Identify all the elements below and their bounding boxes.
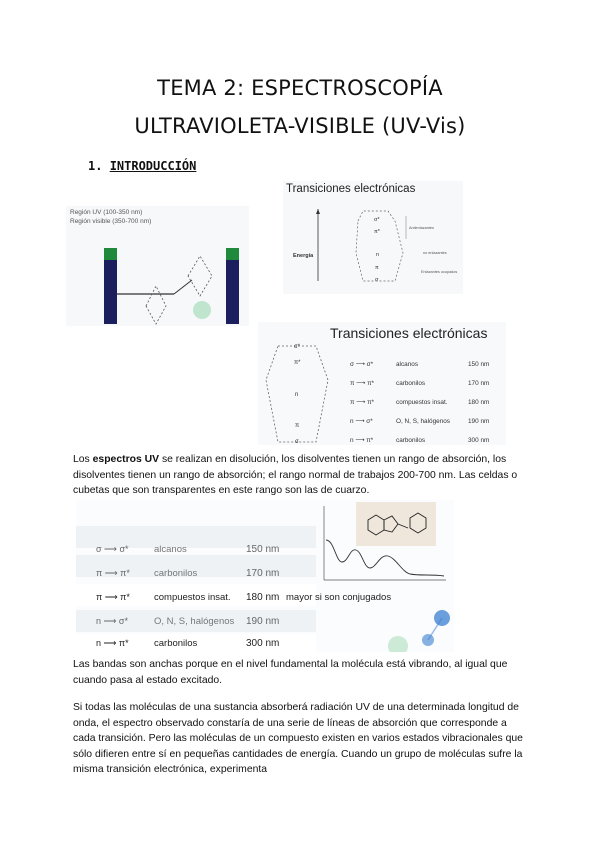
energy-axis-label: Energía	[293, 253, 314, 259]
lt-row-transition: n ⟶ σ*	[96, 616, 128, 626]
lt-row-compound: carbonilos	[154, 568, 198, 579]
lt-row-transition: π ⟶ π*	[96, 568, 130, 578]
t-row-wavelength: 150 nm	[468, 361, 490, 368]
t-row-wavelength: 170 nm	[468, 380, 490, 387]
paragraph-broad-bands: Las bandas son anchas porque en el nivel fundamental la molécula está vibrando, al igual que cuando pasa al estado excitado.	[73, 659, 508, 686]
paragraph-vibrational-states: Si todas las moléculas de una sustancia absorberá radiación UV de una determinada longitud de onda, el espectro observado constaría de una serie de líneas de absorción que corresponde a cada transición. Pero las moléculas de un compuesto existen en varios estados vibracionales que sólo difieren entre sí en pequeñas cantidades de energía. Cuando un grupo de moléculas sufre la misma transición electrónica, experimenta	[73, 702, 523, 776]
lt-row-transition: n ⟶ π*	[96, 638, 129, 648]
lt-row-compound: alcanos	[154, 544, 187, 555]
orbital-diamond-right	[188, 256, 212, 296]
lt-row-1	[96, 568, 279, 579]
lt-row-transition: σ ⟶ σ*	[96, 544, 129, 554]
transitions-table-title: Transiciones electrónicas	[330, 325, 488, 341]
lt-row-wavelength: 150 nm	[246, 544, 280, 555]
figure-large-table	[76, 500, 454, 652]
t-row-wavelength: 300 nm	[468, 437, 490, 444]
t-row-0	[350, 361, 489, 368]
left-bar-navy	[104, 260, 117, 324]
orbital-pi-star: π*	[374, 229, 380, 235]
section-heading	[88, 159, 196, 173]
t-row-wavelength: 190 nm	[468, 418, 490, 425]
uv-region-label: Región UV (100-350 nm)	[70, 209, 143, 216]
lt-row-wavelength: 170 nm	[246, 568, 280, 579]
orbital-sigma: σ	[375, 277, 379, 283]
paragraph-uv-spectra	[73, 452, 528, 499]
side-label-antibonding: Antienlazantes	[409, 226, 434, 230]
lt-row-transition: π ⟶ π*	[96, 592, 130, 602]
t-row-3	[350, 418, 489, 425]
energy-axis-arrowhead	[316, 209, 320, 214]
left-bar-green	[104, 248, 117, 260]
t-orbital-n: n	[295, 392, 299, 398]
p1-bold-term: espectros UV	[92, 454, 160, 465]
t-row-1	[350, 380, 489, 387]
figure-transitions-table	[258, 322, 506, 445]
t-row-transition: π ⟶ π*	[350, 380, 375, 387]
t-orbital-sigma: σ	[295, 439, 299, 445]
side-label-bonding: Enlazantes ocupados	[421, 270, 458, 274]
lt-row-compound: O, N, S, halógenos	[154, 616, 235, 627]
figure-transitions-small	[283, 181, 463, 294]
regions-diagram	[66, 206, 249, 326]
orbital-pi: π	[375, 265, 379, 271]
p1-rest: se realizan en disolución, los disolventes tienen un rango de absorción, los disolventes tienen un rango de absorción; el rango normal de trabajos 200-700 nm. Las celdas o cubetas que son transparentes en este rango son las de cuarzo.	[73, 454, 518, 497]
t-row-transition: n ⟶ σ*	[350, 418, 373, 425]
lt-row-note: mayor si son conjugados	[286, 592, 392, 603]
right-bar-navy	[226, 260, 239, 324]
t-row-transition: n ⟶ π*	[350, 437, 374, 444]
page-title-line1: TEMA 2: ESPECTROSCOPÍA	[157, 76, 443, 100]
t-row-compound: alcanos	[396, 361, 419, 368]
excitation-arrow	[174, 280, 192, 294]
lt-row-4	[96, 638, 279, 649]
lt-row-wavelength: 180 nm	[246, 592, 280, 603]
lt-row-compound: carbonilos	[154, 638, 198, 649]
t-row-transition: π ⟶ π*	[350, 399, 375, 406]
t-row-2	[350, 399, 489, 406]
orbital-diamond-left	[146, 286, 166, 324]
right-bar-green	[226, 248, 239, 260]
section-number: 1.	[88, 159, 103, 173]
transitions-small-diagram	[283, 181, 463, 294]
t-row-compound: carbonilos	[396, 437, 426, 444]
lt-row-wavelength: 190 nm	[246, 616, 280, 627]
figure-regions	[66, 206, 249, 326]
t-row-transition: σ ⟶ σ*	[350, 361, 374, 368]
t-row-compound: compuestos insat.	[396, 399, 448, 406]
orbital-sigma-star: σ*	[374, 217, 380, 223]
t-row-wavelength: 180 nm	[468, 399, 490, 406]
large-table-diagram	[76, 500, 454, 652]
t-row-compound: O, N, S, halógenos	[396, 418, 450, 425]
lt-row-3	[96, 616, 279, 627]
transitions-small-title: Transiciones electrónicas	[286, 183, 416, 195]
side-label-nonbonding: no enlazantes	[423, 251, 447, 255]
orbital-n: n	[376, 252, 380, 258]
vis-region-label: Región visible (350-700 nm)	[70, 218, 152, 225]
t-row-4	[350, 437, 489, 444]
t-row-compound: carbonilos	[396, 380, 426, 387]
t-orbital-pi: π	[295, 423, 300, 429]
section-title: INTRODUCCIÓN	[109, 159, 197, 173]
t-orbital-sigma-star: σ*	[294, 344, 301, 350]
page-title-line2: ULTRAVIOLETA-VISIBLE (UV-Vis)	[134, 114, 466, 138]
lt-row-wavelength: 300 nm	[246, 638, 280, 649]
decor-leaf	[193, 301, 211, 319]
transitions-table-diagram	[258, 322, 506, 445]
p1-lead: Los	[73, 454, 93, 465]
lt-row-compound: compuestos insat.	[154, 592, 231, 603]
t-orbital-pi-star: π*	[294, 360, 301, 366]
